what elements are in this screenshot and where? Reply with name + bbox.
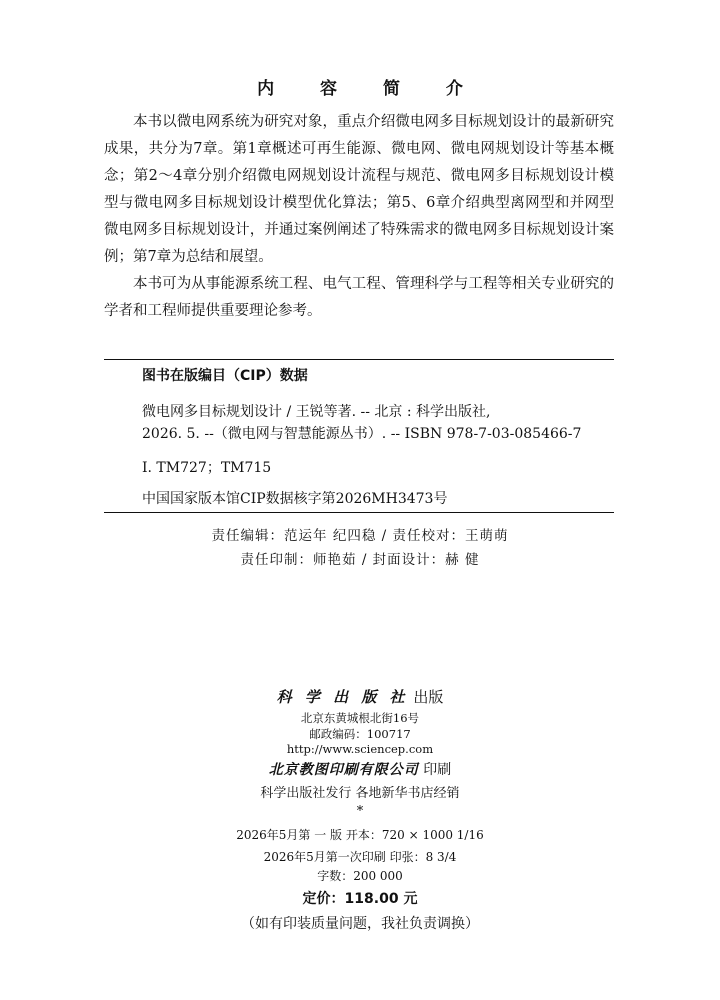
cip-line-2: 2026. 5. --（微电网与智慧能源丛书）. -- ISBN 978-7-03-085466-7: [142, 426, 582, 442]
distribution-line: 科学出版社发行 各地新华书店经销: [260, 786, 460, 801]
cip-line-1: 微电网多目标规划设计 / 王锐等著. -- 北京 : 科学出版社,: [142, 404, 491, 420]
cip-bottom-divider: [104, 512, 614, 513]
cip-record-number: 中国国家版本馆CIP数据核字第2026MH3473号: [142, 491, 448, 507]
publisher-name: 科 学 出 版 社: [276, 688, 409, 706]
printer-line: [0, 759, 720, 779]
publisher-url: http://www.sciencep.com: [286, 742, 434, 756]
cip-classification: Ⅰ. TM727；TM715: [142, 460, 272, 476]
notice-line: （如有印装质量问题，我社负责调换）: [241, 916, 479, 932]
intro-paragraph-1: 本书以微电网系统为研究对象，重点介绍微电网多目标规划设计的最新研究成果，共分为7章。第1章概述可再生能源、微电网、微电网规划设计等基本概念；第2～4章分别介绍微电网规划设计流程与规范、微电网多目标规划设计模型与微电网多目标规划设计模型优化算法；第5、6章介绍典型离网型和并网型微电网多目标规划设计，并通过案例阐述了特殊需求的微电网多目标规划设计案例；第7章为总结和展望。: [104, 114, 614, 265]
publisher-address: 北京东黄城根北街16号: [300, 711, 420, 725]
intro-paragraph-2: 本书可为从事能源系统工程、电气工程、管理科学与工程等相关专业研究的学者和工程师提供重要理论参考。: [104, 276, 614, 319]
intro-section: [104, 109, 614, 325]
staff-line-2: 责任印制：师艳茹 / 封面设计：赫 健: [240, 552, 480, 568]
edition-line: 2026年5月第 一 版 开本：720 × 1000 1/16: [236, 828, 484, 842]
wordcount-line: 字数：200 000: [317, 869, 403, 883]
staff-line-1: 责任编辑：范运年 纪四稳 / 责任校对：王萌萌: [211, 528, 509, 544]
printer-name: 北京教图印刷有限公司: [268, 762, 419, 778]
publisher-line: [0, 686, 720, 707]
separator-star: *: [356, 804, 364, 819]
publisher-postcode: 邮政编码：100717: [309, 727, 411, 741]
printer-suffix: 印刷: [423, 762, 452, 778]
price-line: 定价：118.00 元: [302, 891, 418, 907]
cip-top-divider: [104, 359, 614, 360]
publisher-suffix: 出版: [413, 688, 444, 706]
cip-title: 图书在版编目（CIP）数据: [142, 368, 308, 384]
page-title: 内 容 简 介: [257, 79, 483, 99]
printing-line: 2026年5月第一次印刷 印张：8 3/4: [263, 850, 457, 864]
